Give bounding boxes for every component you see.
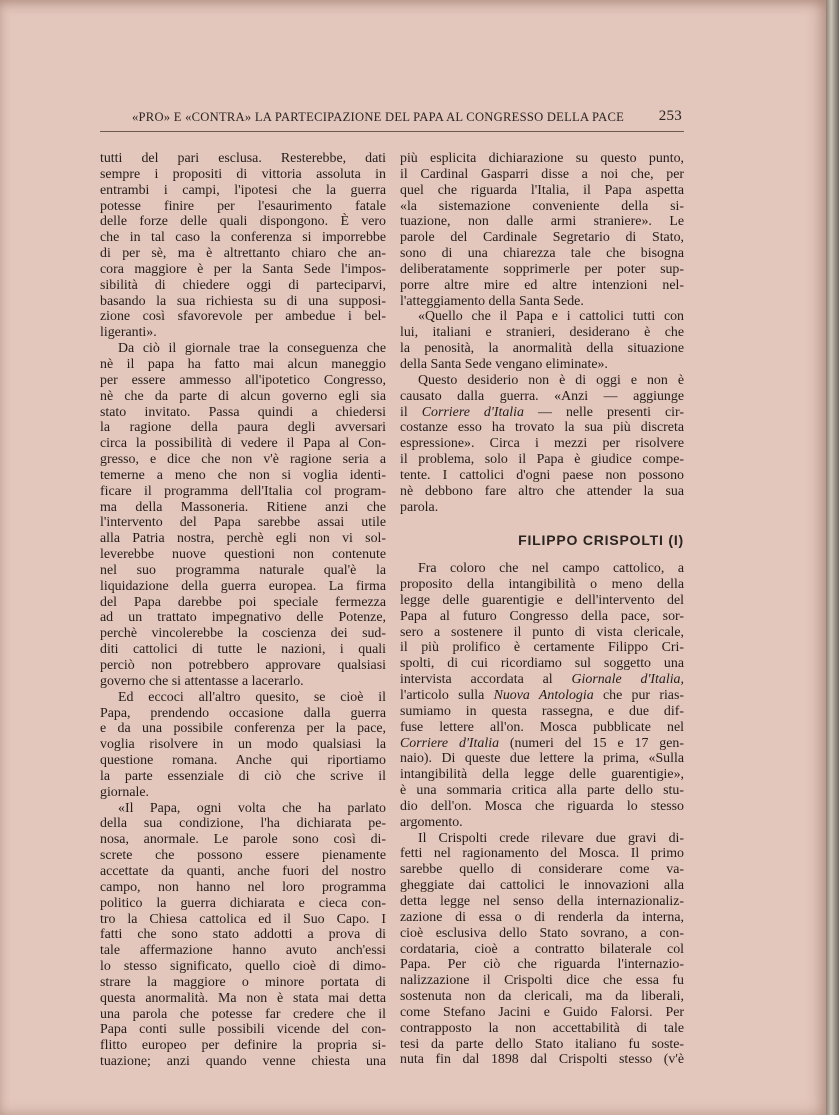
italic-title: Corriere d'Italia [400, 735, 500, 751]
text-line: gheggiate dai cattolici le innovazioni alla [400, 878, 684, 894]
text-line [400, 688, 684, 704]
text-line: nè debbono fare altro che attender la sua [400, 483, 684, 499]
text-line: è una sommaria critica alla parte dello stu- [400, 783, 684, 799]
text-line: questione romana. Anche qui riportiamo [100, 753, 386, 769]
text-line: «Quello che il Papa e i cattolici tutti con [418, 309, 684, 325]
text-line: delle forze delle quali dispongono. È vero [100, 214, 386, 230]
text-line: la ragione della paura degli avversari [100, 420, 386, 436]
running-head [132, 110, 682, 125]
page-edge [826, 0, 839, 1115]
text-line: tuazione; anzi quando venne chiesta una [100, 1054, 386, 1070]
text-line: tro la Chiesa cattolica ed il Suo Capo. I [100, 911, 386, 927]
text-line: temerne a meno che non si voglia identi- [100, 467, 386, 483]
text-line: porre altre mire ed altre intenzioni nel- [400, 277, 684, 293]
text-line: flitto europeo per definire la propria si- [100, 1038, 386, 1054]
text-line: Papa. Per ciò che riguarda l'internazio- [400, 957, 684, 973]
text-line: voglia risolvere in un modo qualsiasi la [100, 737, 386, 753]
text-line: intangibilità della legge delle guarentigie», [400, 767, 684, 783]
text-line: zione così sfavorevole per ambedue i bel- [100, 309, 386, 325]
text-line: la parte essenziale di ciò che scrive il [100, 768, 386, 784]
text-line: gresso, e dice che non v'è ragione seria a [100, 452, 386, 468]
text-line: espressione». Circa i mezzi per risolvere [400, 436, 684, 452]
text-line: spolti, di cui ricordiamo sul soggetto una [400, 656, 684, 672]
text-line: zazione di essa o di renderla da interna, [400, 909, 684, 925]
text-line: nuta fin dal 1898 dal Crispolti stesso (v'è [400, 1052, 684, 1068]
text-line: cora maggiore è per la Santa Sede l'impos- [100, 261, 386, 277]
text-line: campo, non hanno nel loro programma [100, 879, 386, 895]
header-rule [100, 131, 684, 132]
text-line: Ed eccoci all'altro quesito, se cioè il [118, 689, 386, 705]
text-line: del Papa darebbe poi speciale fermezza [100, 594, 386, 610]
text-line: che in tal caso la conferenza si imporrebbe [100, 230, 386, 246]
text-line: proposito della intangibilità o meno della [400, 577, 684, 593]
text-line: come Stefano Jacini e Guido Falorsi. Per [400, 1004, 684, 1020]
text-line: ligeranti». [100, 325, 157, 341]
text-line: della Santa Sede vengano eliminate». [400, 356, 608, 372]
text-line: questa anormalità. Ma non è stata mai detta [100, 990, 386, 1006]
text-line: della sua condizione, l'ha dichiarata pe- [100, 816, 386, 832]
text-span: — nelle presenti cir- [523, 404, 684, 420]
text-line: fatti che sono stato addotti a prova di [100, 927, 386, 943]
text-line: il problema, solo il Papa è giudice compe- [400, 452, 684, 468]
section-heading: FILIPPO CRISPOLTI (I) [518, 532, 684, 549]
text-line: perchè vincolerebbe la coscienza dei sud- [100, 626, 386, 642]
text-line: lui, italiani e stranieri, desiderano è che [400, 325, 684, 341]
text-line: sumiamo in questa rassegna, e due dif- [400, 703, 684, 719]
text-line: l'atteggiamento della Santa Sede. [400, 293, 584, 309]
italic-title: Giornale d'Italia, [571, 672, 684, 688]
text-line: alla Patria nostra, perchè egli non vi sol- [100, 531, 386, 547]
text-line: nel suo programma naturale qual'è la [100, 562, 386, 578]
text-line: liquidazione della guerra europea. La firma [100, 578, 386, 594]
text-line: sostenuta non da clericali, ma da liberali, [400, 989, 684, 1005]
text-span: intervista accordata al [400, 672, 572, 688]
text-line: cordataria, cioè a contratto bilaterale col [400, 941, 684, 957]
text-line [400, 405, 684, 421]
text-line: tutti del pari esclusa. Resterebbe, dati [100, 151, 386, 166]
text-line: giornale. [100, 784, 149, 800]
running-title: «PRO» E «CONTRA» LA PARTECIPAZIONE DEL PAPA AL CONGRESSO DELLA PACE [132, 110, 625, 124]
text-line: contrapposto la non accettabilità di tale [400, 1020, 684, 1036]
text-line: naio). Di queste due lettere la prima, «Sulla [400, 751, 684, 767]
italic-title: Corriere d'Italia [421, 404, 524, 420]
text-line: diti cattolici di tutte le nazioni, i quali [100, 642, 386, 658]
text-line: una parola che potesse far credere che il [100, 1006, 386, 1022]
text-line: causato dalla guerra. «Anzi — aggiunge [400, 388, 684, 404]
text-line: quel che riguarda l'Italia, il Papa aspetta [400, 182, 684, 198]
text-line: ficare il programma dell'Italia col program- [100, 483, 386, 499]
text-line: stato invitato. Passa quindi a chiedersi [100, 404, 386, 420]
text-line: circa la possibilità di vedere il Papa al Con- [100, 436, 386, 452]
text-line: Papa, prendendo occasione dalla guerra [100, 705, 386, 721]
text-line: fuse lettere all'on. Mosca pubblicate nel [400, 719, 684, 735]
text-line: nè il papa ha fatto mai alcun maneggio [100, 356, 386, 372]
text-line: Papa conti sulle possibili vicende del con- [100, 1022, 386, 1038]
text-line: il Cardinal Gasparri disse a noi che, per [400, 166, 684, 182]
text-line: nè che da parte di alcun governo egli sia [100, 388, 386, 404]
text-line: ad un trattato impegnativo delle Potenze, [100, 610, 386, 626]
text-line: perciò non potrebbero approvare qualsiasi [100, 658, 386, 673]
text-line: ma della Massoneria. Ritiene anzi che [100, 499, 386, 515]
text-line: sibilità di chiedere oggi di parteciparvi, [100, 277, 386, 293]
text-line: dio dell'on. Mosca che riguarda lo stesso [400, 798, 684, 814]
text-line: lo stesso significato, quello cioè di dimo- [100, 959, 386, 975]
text-line: Da ciò il giornale trae la conseguenza che [118, 341, 386, 357]
text-line: Papa al futuro Congresso della pace, sor- [400, 608, 684, 624]
text-line: strare la maggiore o minore portata di [100, 974, 386, 990]
text-line: tuazione, non dalle armi straniere». Le [400, 214, 684, 230]
text-span: (numeri del 15 e 17 gen- [499, 735, 684, 751]
text-line: accettate da quanti, anche fuori del nostro [100, 863, 386, 879]
text-line: per essere ammesso all'ipotetico Congresso, [100, 372, 386, 388]
text-span: il [400, 404, 422, 420]
text-line: tesi da parte dello Stato italiano fu soste- [400, 1036, 684, 1052]
text-line: di per sè, ma è altrettanto chiaro che an- [100, 246, 386, 262]
text-line: parola. [400, 499, 439, 515]
text-line: sempre i propositi di vittoria assoluta in [100, 166, 386, 182]
text-line: Fra coloro che nel campo cattolico, a [418, 561, 684, 577]
text-line: e da una possibile conferenza per la pace, [100, 721, 386, 737]
text-line: la penosità, la anormalità della situazione [400, 341, 684, 357]
page-number: 253 [658, 108, 682, 124]
text-line: argomento. [400, 814, 463, 830]
left-column [100, 151, 386, 1070]
text-line: l'intervento del Papa sarebbe assai utile [100, 515, 386, 531]
text-line: fetti nel ragionamento del Mosca. Il primo [400, 846, 684, 862]
text-line: costanze esso ha trovato la sua più discreta [400, 420, 684, 436]
text-line: sarebbe quello di considerare come va- [400, 862, 684, 878]
text-line: Questo desiderio non è di oggi e non è [418, 372, 684, 388]
text-line: screte che possono essere pienamente [100, 848, 386, 864]
text-span: l'articolo sulla [400, 688, 494, 703]
text-line: parole del Cardinale Segretario di Stato, [400, 230, 684, 246]
text-line: cioè esclusiva dello Stato sovrano, a con- [400, 925, 684, 941]
text-line: entrambi i campi, l'ipotesi che la guerra [100, 182, 386, 198]
text-line: più esplicita dichiarazione su questo punto, [400, 151, 684, 166]
text-line: politico la guerra dichiarata e cieca con- [100, 895, 386, 911]
text-line: Il Crispolti crede rilevare due gravi di- [418, 830, 684, 846]
text-span: che pur rias- [593, 688, 685, 703]
text-line: detta legge nel senso della internazionaliz- [400, 893, 684, 909]
text-line: deliberatamente sopprimerle per poter sup- [400, 261, 684, 277]
text-line: potesse finire per l'esaurimento fatale [100, 198, 386, 214]
text-line: «Il Papa, ogni volta che ha parlato [118, 800, 386, 816]
text-line: tente. I cattolici d'ogni paese non possono [400, 467, 684, 483]
text-line: leverebbe nuove questioni non contenute [100, 547, 386, 563]
italic-title: Nuova Antologia [493, 688, 594, 703]
right-column [400, 151, 684, 1068]
text-line: «la sistemazione conveniente della si- [400, 198, 684, 214]
text-line: nosa, anormale. Le parole sono così di- [100, 832, 386, 848]
text-line: governo che si attentasse a lacerarlo. [100, 673, 304, 689]
text-line: legge delle guarentigie e dell'intervento del [400, 592, 684, 608]
text-line: sero a sostenere il punto di vista clericale, [400, 624, 684, 640]
text-line: nalizzazione il Crispolti dice che essa fu [400, 973, 684, 989]
text-line: tale affermazione hanno avuto anch'essi [100, 943, 386, 959]
text-line: sono di una chiarezza tale che bisogna [400, 246, 684, 262]
text-line [400, 736, 684, 752]
text-line [400, 672, 684, 688]
text-line: il più prolifico è certamente Filippo Cri- [400, 640, 684, 656]
text-line: basando la sua richiesta su di una supposi- [100, 293, 386, 309]
